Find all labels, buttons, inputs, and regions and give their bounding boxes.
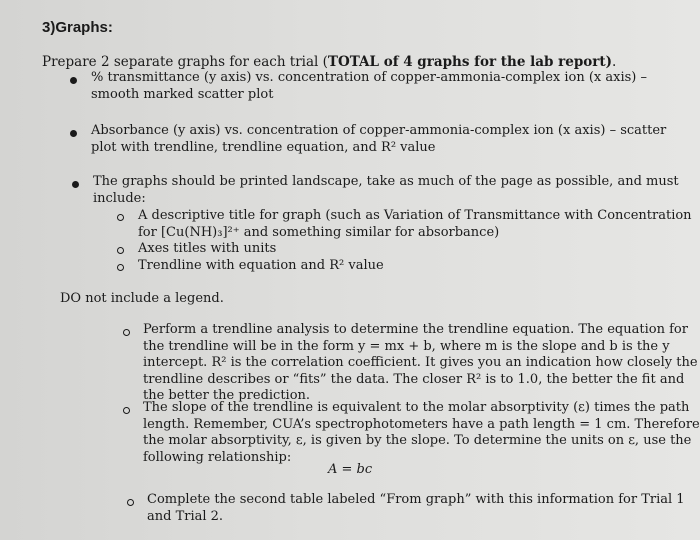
note-line: The slope of the trendline is equivalent to the molar absorptivity (ε) times the path xyxy=(143,400,690,415)
bullet-item-printing xyxy=(93,174,679,207)
intro-text xyxy=(42,54,616,71)
bullet-line: % transmittance (y axis) vs. concentration of copper-ammonia-complex ion (x axis) – xyxy=(91,70,647,85)
note-line: trendline describes or “fits” the data. The closer R² is to 1.0, the better the fit and xyxy=(143,371,685,387)
beer-lambert-formula: A = bc xyxy=(328,462,373,477)
circle-bullet-icon xyxy=(127,499,134,506)
note-trendline-analysis xyxy=(143,322,698,405)
bullet-item-transmittance xyxy=(91,70,647,103)
intro-prefix: Prepare 2 separate graphs for each trial ( xyxy=(42,54,328,70)
note-line: following relationship: xyxy=(143,449,292,465)
section-heading: 3)Graphs: xyxy=(42,19,113,36)
no-legend-text: DO not include a legend. xyxy=(60,291,224,306)
note-molar-absorptivity xyxy=(143,400,700,466)
subitem-line: for [Cu(NH)₃]²⁺ and something similar for absorbance) xyxy=(138,224,500,240)
intro-bold: TOTAL of 4 graphs for the lab report) xyxy=(327,54,613,70)
note-line: Perform a trendline analysis to determine the trendline equation. The equation for xyxy=(143,322,688,337)
bullet-line: smooth marked scatter plot xyxy=(91,86,274,102)
subitem-title xyxy=(138,208,692,241)
subitem-axes: Axes titles with units xyxy=(138,241,277,256)
circle-bullet-icon xyxy=(123,329,130,336)
bullet-line: Absorbance (y axis) vs. concentration of copper-ammonia-complex ion (x axis) – scatter xyxy=(91,123,667,138)
note-line: Complete the second table labeled “From graph” with this information for Trial 1 xyxy=(147,492,685,507)
bullet-dot-icon xyxy=(70,77,77,84)
note-line: the better the prediction. xyxy=(143,388,311,403)
bullet-item-absorbance xyxy=(91,123,666,156)
note-line: and Trial 2. xyxy=(147,508,224,524)
circle-bullet-icon xyxy=(117,247,124,254)
note-line: intercept. R² is the correlation coefficient. It gives you an indication how closely the xyxy=(143,355,698,370)
circle-bullet-icon xyxy=(117,264,124,271)
intro-suffix: . xyxy=(612,54,617,70)
note-line: length. Remember, CUA’s spectrophotometers have a path length = 1 cm. Therefore xyxy=(143,416,700,432)
note-line: the molar absorptivity, ε, is given by the slope. To determine the units on ε, use the xyxy=(143,433,692,448)
bullet-dot-icon xyxy=(70,130,77,137)
note-line: the trendline will be in the form y = mx + b, where m is the slope and b is the y xyxy=(143,338,670,354)
bullet-line: plot with trendline, trendline equation, and R² value xyxy=(91,139,436,155)
circle-bullet-icon xyxy=(117,214,124,221)
bullet-dot-icon xyxy=(72,181,79,188)
bullet-line: The graphs should be printed landscape, take as much of the page as possible, and must xyxy=(93,174,679,189)
bullet-line: include: xyxy=(93,190,146,206)
subitem-trendline: Trendline with equation and R² value xyxy=(138,258,384,273)
circle-bullet-icon xyxy=(123,407,130,414)
subitem-line: A descriptive title for graph (such as Variation of Transmittance with Concentration xyxy=(138,208,692,223)
note-complete-table xyxy=(147,492,685,525)
